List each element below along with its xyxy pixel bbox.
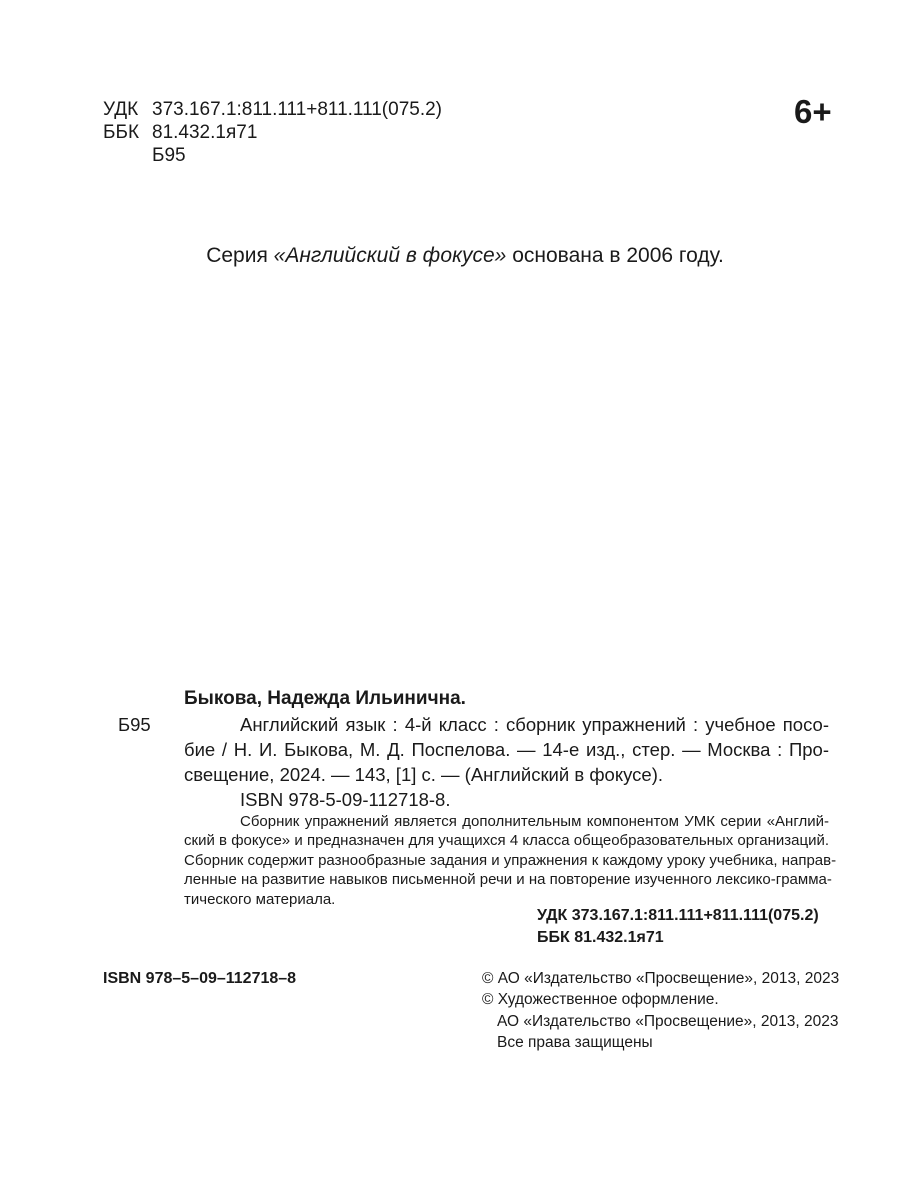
footer-isbn: ISBN 978–5–09–112718–8 (103, 970, 297, 987)
annotation-line: Сборник упражнений является дополнительным компонентом УМК серии «Англий- (240, 813, 829, 830)
classification-udk: УДК 373.167.1:811.111+811.111(075.2) (537, 907, 819, 924)
bbk-value: 81.432.1я71 (152, 122, 258, 143)
annotation-line: Сборник содержит разнообразные задания и упражнения к каждому уроку учебника, направ- (184, 852, 837, 869)
record-isbn: ISBN 978-5-09-112718-8. (240, 789, 451, 810)
record-line: свещение, 2024. — 143, [1] с. — (Английский в фокусе). (184, 764, 664, 785)
series-prefix: Серия (206, 244, 274, 267)
udk-value: 373.167.1:811.111+811.111(075.2) (152, 99, 443, 120)
series-note (0, 243, 900, 269)
author-mark-top: Б95 (152, 145, 186, 166)
copyright-line: © Художественное оформление. (482, 991, 719, 1008)
annotation-line: ленные на развитие навыков письменной речи и на повторение изученного лексико-грамма- (184, 871, 832, 888)
bbk-label: ББК (103, 122, 140, 143)
copyright-line: АО «Издательство «Просвещение», 2013, 2023 (497, 1013, 839, 1030)
record-line: Английский язык : 4-й класс : сборник упражнений : учебное посо- (240, 714, 829, 735)
annotation-line: тического материала. (184, 891, 336, 908)
record-line: бие / Н. И. Быкова, М. Д. Поспелова. — 14-е изд., стер. — Москва : Про- (184, 739, 829, 760)
annotation-line: ский в фокусе» и предназначен для учащихся 4 класса общеобразовательных организаций. (184, 832, 829, 849)
copyright-line: © АО «Издательство «Просвещение», 2013, 2023 (482, 970, 840, 987)
series-name: «Английский в фокусе» (273, 244, 507, 267)
age-rating: 6+ (794, 93, 832, 130)
series-suffix: основана в 2006 году. (506, 244, 724, 267)
record-author-mark: Б95 (118, 714, 151, 735)
rights-reserved: Все права защищены (497, 1034, 653, 1051)
record-author: Быкова, Надежда Ильинична. (184, 688, 466, 709)
classification-bbk: ББК 81.432.1я71 (537, 929, 664, 946)
udk-label: УДК (103, 99, 139, 120)
